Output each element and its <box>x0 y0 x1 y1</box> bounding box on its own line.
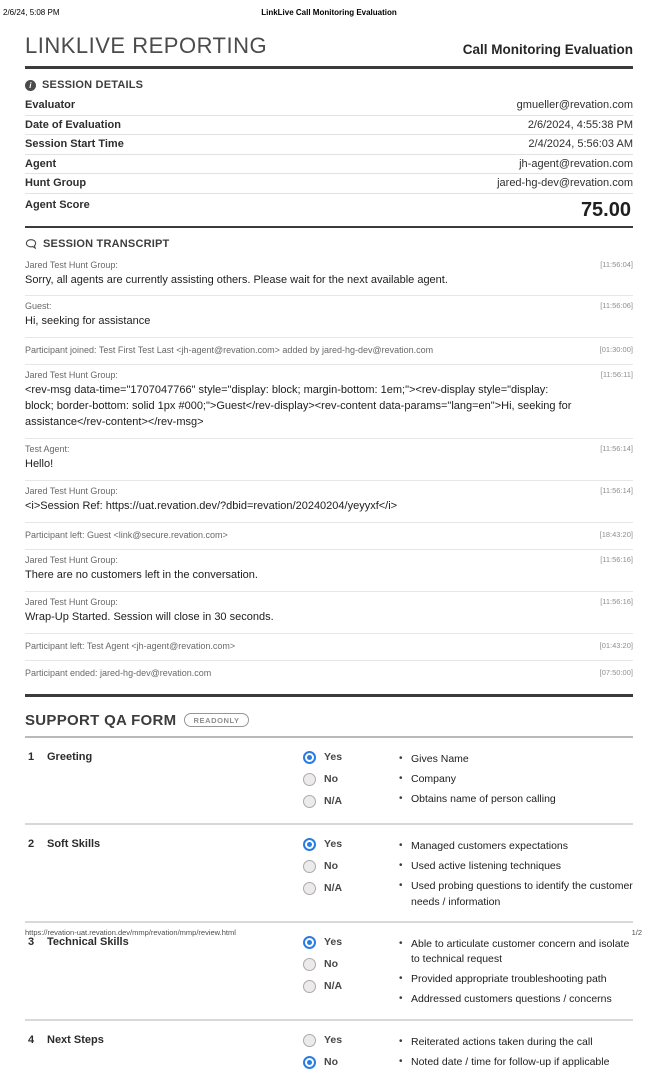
report-header <box>25 33 633 59</box>
detail-row <box>25 174 633 194</box>
transcript-timestamp: [18:43:20] <box>599 530 633 540</box>
qa-criterion-bullet: • Company <box>399 772 633 787</box>
transcript-message: <rev-msg data-time="1707047766" style="display: block; margin-bottom: 1em;"><rev-display style="display: block; border-bottom: solid 1px #000;">Guest</rev-display><rev-content data-params="lang=en">Hi, seeking for assistance</rev-content></rev-msg> <box>25 384 572 429</box>
qa-criterion-bullet: • Obtains name of person calling <box>399 792 633 807</box>
transcript-message: There are no customers left in the conversation. <box>25 569 258 582</box>
transcript-system-message: Participant joined: Test First Test Last <jh-agent@revation.com> added by jared-hg-dev@revation.com <box>25 345 434 356</box>
browser-print-footer <box>25 928 642 937</box>
qa-option[interactable] <box>303 936 395 949</box>
qa-option-group <box>303 838 395 904</box>
transcript-timestamp: [01:30:00] <box>599 345 633 355</box>
detail-label: Date of Evaluation <box>25 118 121 131</box>
radio-button[interactable] <box>303 882 316 895</box>
transcript-divider <box>25 694 633 697</box>
transcript-system-entry <box>25 338 633 365</box>
transcript-timestamp: [11:56:11] <box>600 370 633 380</box>
qa-item-title: Next Steps <box>47 1033 104 1046</box>
qa-option[interactable] <box>303 751 395 764</box>
transcript-timestamp: [11:56:14] <box>600 486 633 496</box>
transcript-entry <box>25 255 633 297</box>
qa-option-label: No <box>324 860 338 873</box>
transcript-system-entry <box>25 523 633 550</box>
qa-option-group <box>303 751 395 817</box>
detail-value: 2/6/2024, 4:55:38 PM <box>527 118 633 131</box>
transcript-timestamp: [11:56:16] <box>600 597 633 606</box>
qa-option-label: N/A <box>324 980 343 993</box>
transcript-speaker: Jared Test Hunt Group: <box>25 486 118 497</box>
session-details-header <box>25 69 633 96</box>
detail-label: Agent <box>25 157 57 170</box>
qa-item-number: 1 <box>28 750 35 763</box>
transcript-list <box>25 255 633 687</box>
session-details-table <box>25 96 633 194</box>
report-title: Call Monitoring Evaluation <box>462 42 633 57</box>
qa-item-title: Greeting <box>47 750 93 763</box>
qa-option[interactable] <box>303 1056 395 1069</box>
info-icon: i <box>25 80 36 91</box>
qa-criteria-list <box>395 839 633 915</box>
transcript-entry <box>25 481 633 523</box>
detail-label: Evaluator <box>25 99 76 112</box>
readonly-badge: READONLY <box>184 713 248 727</box>
qa-option-label: Yes <box>324 936 343 949</box>
radio-button[interactable] <box>303 958 316 971</box>
detail-row <box>25 116 633 136</box>
qa-item-title: Soft Skills <box>47 837 101 850</box>
qa-option[interactable] <box>303 860 395 873</box>
qa-option[interactable] <box>303 773 395 786</box>
qa-criteria-list <box>395 752 633 813</box>
qa-option[interactable] <box>303 1034 395 1047</box>
transcript-entry <box>25 365 633 439</box>
qa-criteria-list <box>395 937 633 1013</box>
qa-criterion-bullet: • Addressed customers questions / concerns <box>399 992 633 1007</box>
transcript-message: Sorry, all agents are currently assisting others. Please wait for the next available agent. <box>25 273 448 286</box>
qa-option-label: No <box>324 773 338 786</box>
qa-form-header <box>25 712 633 729</box>
qa-option-label: No <box>324 958 338 971</box>
transcript-message: Hello! <box>25 458 54 471</box>
session-details-title: SESSION DETAILS <box>42 79 144 91</box>
qa-criterion-bullet: • Managed customers expectations <box>399 839 633 854</box>
qa-criterion-bullet: • Used probing questions to identify the customer needs / information <box>399 879 633 909</box>
detail-value: gmueller@revation.com <box>516 99 633 112</box>
qa-option-group <box>303 936 395 1002</box>
qa-criterion-bullet: • Noted date / time for follow-up if applicable <box>399 1055 633 1070</box>
qa-form-items <box>25 738 633 1084</box>
transcript-message: Hi, seeking for assistance <box>25 315 151 328</box>
print-datetime: 2/6/24, 5:08 PM <box>3 8 60 17</box>
transcript-speaker: Jared Test Hunt Group: <box>25 597 118 607</box>
radio-button[interactable] <box>303 860 316 873</box>
detail-value: jared-hg-dev@revation.com <box>497 177 633 190</box>
transcript-timestamp: [11:56:14] <box>600 444 633 454</box>
qa-item <box>25 738 633 825</box>
detail-value: jh-agent@revation.com <box>519 157 633 170</box>
qa-item <box>25 825 633 923</box>
qa-form-title: SUPPORT QA FORM <box>25 711 177 729</box>
transcript-timestamp: [11:56:06] <box>600 301 633 311</box>
transcript-message: Wrap-Up Started. Session will close in 30 seconds. <box>25 611 274 623</box>
qa-option[interactable] <box>303 980 395 993</box>
agent-score-value: 75.00 <box>580 198 631 221</box>
transcript-timestamp: [11:56:16] <box>600 555 633 565</box>
transcript-timestamp: [07:50:00] <box>599 667 633 677</box>
qa-criterion-bullet: • Able to articulate customer concern and isolate to technical request <box>399 937 633 967</box>
agent-score-label: Agent Score <box>25 198 90 211</box>
qa-item-number: 4 <box>28 1033 35 1046</box>
detail-value: 2/4/2024, 5:56:03 AM <box>528 138 633 151</box>
qa-criterion-bullet: • Used active listening techniques <box>399 859 633 874</box>
transcript-system-entry <box>25 661 633 687</box>
radio-button[interactable] <box>303 980 316 993</box>
qa-option-label: Yes <box>324 838 343 851</box>
radio-button[interactable] <box>303 936 316 949</box>
transcript-system-message: Participant ended: jared-hg-dev@revation.com <box>25 667 212 678</box>
transcript-entry <box>25 550 633 592</box>
transcript-system-entry <box>25 634 633 661</box>
radio-button[interactable] <box>303 773 316 786</box>
radio-button[interactable] <box>303 751 316 764</box>
qa-option[interactable] <box>303 882 395 895</box>
footer-url: https://revation-uat.revation.dev/mmp/revation/mmp/review.html <box>25 928 236 937</box>
qa-option-label: Yes <box>324 751 343 764</box>
transcript-system-message: Participant left: Guest <link@secure.revation.com> <box>25 530 228 541</box>
transcript-timestamp: [01:43:20] <box>599 640 633 650</box>
qa-option-label: No <box>324 1056 338 1069</box>
detail-row <box>25 96 633 116</box>
transcript-timestamp: [11:56:04] <box>600 259 633 269</box>
detail-row <box>25 135 633 155</box>
transcript-system-message: Participant left: Test Agent <jh-agent@revation.com> <box>25 640 236 651</box>
transcript-entry <box>25 592 633 634</box>
qa-item <box>25 923 633 1021</box>
print-document-title: LinkLive Call Monitoring Evaluation <box>261 8 397 17</box>
browser-print-header <box>3 8 633 20</box>
transcript-message: <i>Session Ref: https://uat.revation.dev/?dbid=revation/20240204/yeyyxf</i> <box>25 500 398 513</box>
qa-option-label: N/A <box>324 795 343 808</box>
radio-button[interactable] <box>303 795 316 808</box>
transcript-speaker: Jared Test Hunt Group: <box>25 259 118 270</box>
qa-criteria-list <box>395 1035 633 1075</box>
qa-option[interactable] <box>303 795 395 808</box>
transcript-entry <box>25 439 633 481</box>
radio-button[interactable] <box>303 1034 316 1047</box>
qa-criterion-bullet: • Provided appropriate troubleshooting path <box>399 972 633 987</box>
detail-label: Session Start Time <box>25 138 124 151</box>
radio-button[interactable] <box>303 1056 316 1069</box>
transcript-entry <box>25 296 633 338</box>
qa-item-number: 3 <box>28 935 35 948</box>
qa-item-number: 2 <box>28 837 35 850</box>
transcript-speaker: Jared Test Hunt Group: <box>25 555 118 566</box>
session-transcript-header <box>25 228 633 255</box>
qa-item <box>25 1021 633 1084</box>
detail-label: Hunt Group <box>25 177 87 190</box>
chat-bubble-icon <box>25 238 37 250</box>
brand-title: LINKLIVE REPORTING <box>25 33 268 58</box>
qa-option[interactable] <box>303 838 395 851</box>
qa-option[interactable] <box>303 958 395 971</box>
qa-option-label: N/A <box>324 882 343 895</box>
qa-item-title: Technical Skills <box>47 935 129 948</box>
qa-option-label: Yes <box>324 1034 343 1047</box>
qa-criterion-bullet: • Reiterated actions taken during the call <box>399 1035 633 1050</box>
radio-button[interactable] <box>303 838 316 851</box>
session-transcript-title: SESSION TRANSCRIPT <box>43 237 170 250</box>
detail-row <box>25 155 633 175</box>
qa-option-group <box>303 1034 395 1078</box>
footer-page-number: 1/2 <box>631 928 642 937</box>
agent-score-row <box>25 194 633 226</box>
transcript-speaker: Jared Test Hunt Group: <box>25 370 118 381</box>
transcript-speaker: Test Agent: <box>25 444 70 455</box>
transcript-speaker: Guest: <box>25 301 52 312</box>
qa-criterion-bullet: • Gives Name <box>399 752 633 767</box>
